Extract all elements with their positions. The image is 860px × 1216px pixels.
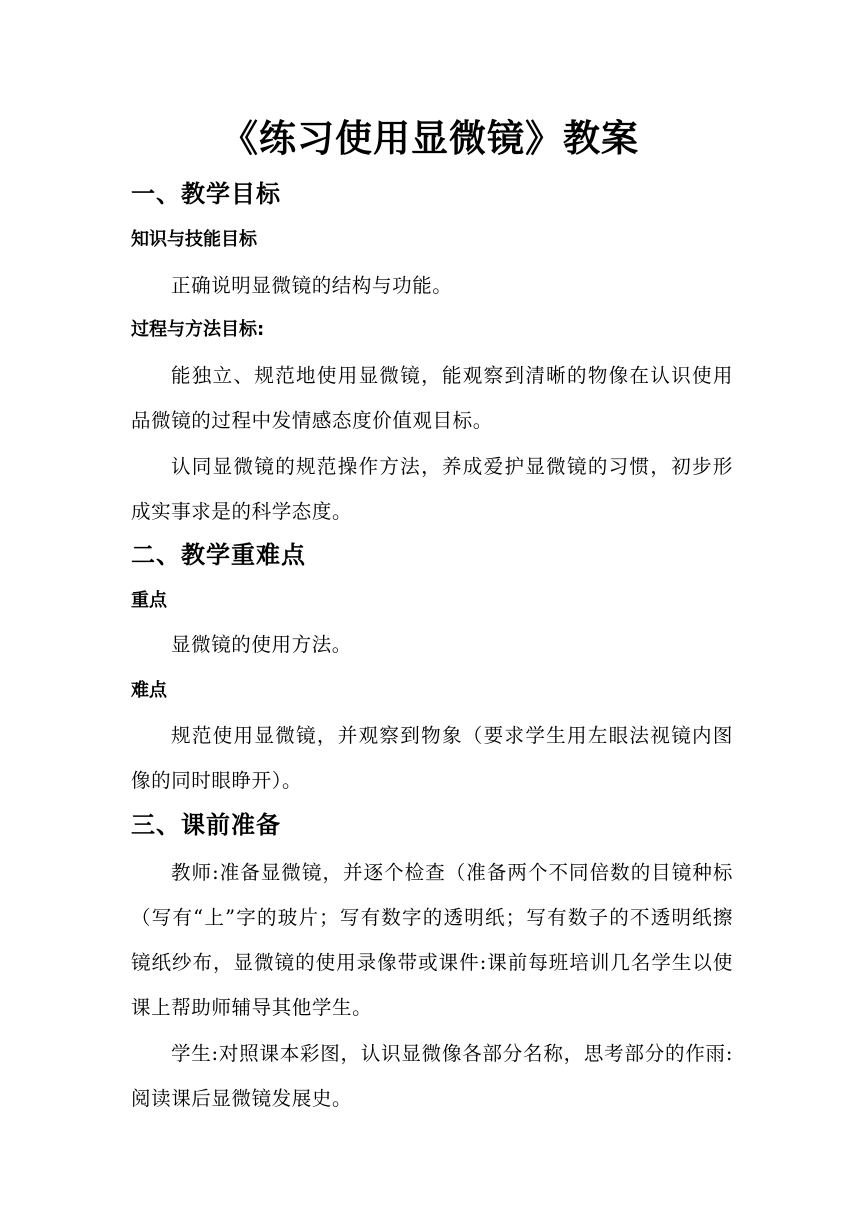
- section-heading-pre-class-preparation: 三、课前准备: [131, 811, 281, 839]
- subsection-heading-key-points: 重点: [131, 590, 167, 611]
- document-title: 《练习使用显微镜》教案: [221, 116, 639, 160]
- subsection-heading-knowledge-skills: 知识与技能目标: [131, 229, 257, 250]
- section-heading-teaching-objectives: 一、教学目标: [131, 180, 281, 208]
- paragraph-knowledge-skills: 正确说明显微镜的结构与功能。: [171, 274, 453, 297]
- paragraph-teacher-preparation: 教师:准备显微镜，并逐个检查（准备两个不同倍数的目镜种标（写有“上”字的玻片；写有数字的透明纸；写有数子的不透明纸擦镜纸纱布，显微镜的使用录像带或课件:课前每班培训几名学生以使课上帮助师辅导其他学生。: [131, 861, 733, 1019]
- paragraph-process-methods-1: 能独立、规范地使用显微镜，能观察到清晰的物像在认识使用品微镜的过程中发情感态度价值观目标。: [131, 364, 733, 432]
- subsection-heading-difficult-points: 难点: [131, 680, 167, 701]
- paragraph-process-methods-2: 认同显微镜的规范操作方法，养成爱护显微镜的习惯，初步形成实事求是的科学态度。: [131, 455, 733, 523]
- paragraph-difficult-points: 规范使用显微镜，并观察到物象（要求学生用左眼法视镜内图像的同时眼睁开）。: [131, 724, 733, 792]
- paragraph-student-preparation: 学生:对照课本彩图，认识显微像各部分名称，思考部分的作雨:阅读课后显微镜发展史。: [131, 1042, 733, 1110]
- subsection-heading-process-methods: 过程与方法目标:: [131, 319, 265, 340]
- section-heading-key-difficult-points: 二、教学重难点: [131, 541, 306, 569]
- paragraph-key-points: 显微镜的使用方法。: [171, 633, 352, 656]
